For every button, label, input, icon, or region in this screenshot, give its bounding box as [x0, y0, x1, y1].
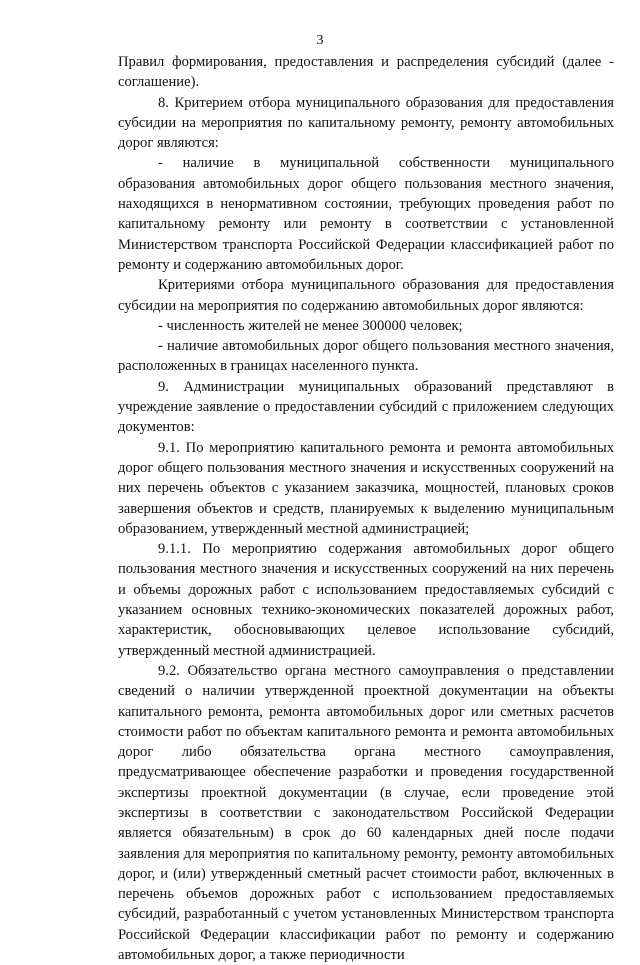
paragraph-9-applications: 9. Администрации муниципальных образований представляют в учреждение заявление о предоставлении субсидий с приложением следующих документов: — [118, 378, 614, 436]
paragraph-rules-continuation: Правил формирования, предоставления и распределения субсидий (далее - соглашение). — [118, 54, 614, 91]
paragraph-bullet-population: - численность жителей не менее 300000 человек; — [158, 317, 463, 334]
paragraph-9-1: 9.1. По мероприятию капитального ремонта и ремонта автомобильных дорог общего пользования местного значения и искусственных сооружений на них перечень объектов с указанием заказчика, мощностей, плановых сроков завершения объектов и средств, планируемых к выделению муниципальным образованием, утвержденный местной администрацией; — [118, 439, 614, 537]
paragraph-bullet-roads-in-settlement: - наличие автомобильных дорог общего пользования местного значения, расположенных в границах населенного пункта. — [118, 338, 614, 375]
document-body — [118, 52, 614, 965]
paragraph-9-1-1: 9.1.1. По мероприятию содержания автомобильных дорог общего пользования местного значения и искусственных сооружений на них перечень и объемы дорожных работ с использованием предоставляемых субсидий с указанием основных технико-экономических показателей дорожных работ, характеристик, обосновывающих целевое использование субсидий, утвержденный местной администрацией. — [118, 541, 614, 659]
paragraph-maintenance-criteria: Критериями отбора муниципального образования для предоставления субсидии на мероприятия по содержанию автомобильных дорог являются: — [118, 277, 614, 314]
paragraph-9-2: 9.2. Обязательство органа местного самоуправления о представлении сведений о наличии утвержденной проектной документации на объекты капитального ремонта, ремонта автомобильных дорог или сметных расчетов стоимости работ по объектам капитального ремонта и ремонта автомобильных дорог либо обязательства органа местного самоуправления, предусматривающее обеспечение разработки и проведения государственной экспертизы проектной документации (в случае, если проведение этой экспертизы в соответствии с законодательством Российской Федерации является обязательным) в срок до 60 календарных дней после подачи заявления для мероприятия по капитальному ремонту, ремонту автомобильных дорог, и (или) утвержденный сметный расчет стоимости работ, включенных в перечень объемов дорожных работ с использованием предоставляемых субсидий, разработанный с учетом установленных Министерством транспорта Российской Федерации классификации работ по ремонту и содержанию автомобильных дорог, а также периодичности — [118, 662, 614, 964]
paragraph-8-bullet-ownership: - наличие в муниципальной собственности муниципального образования автомобильных дорог общего пользования местного значения, находящихся в ненормативном состоянии, требующих проведения работ по капитальному ремонту или ремонту в соответствии с установленной Министерством транспорта Российской Федерации классификацией работ по ремонту и содержанию автомобильных дорог. — [118, 155, 614, 273]
page-number: 3 — [316, 33, 324, 48]
paragraph-8-criterion: 8. Критерием отбора муниципального образования для предоставления субсидии на мероприятия по капитальному ремонту, ремонту автомобильных дорог являются: — [118, 94, 614, 152]
